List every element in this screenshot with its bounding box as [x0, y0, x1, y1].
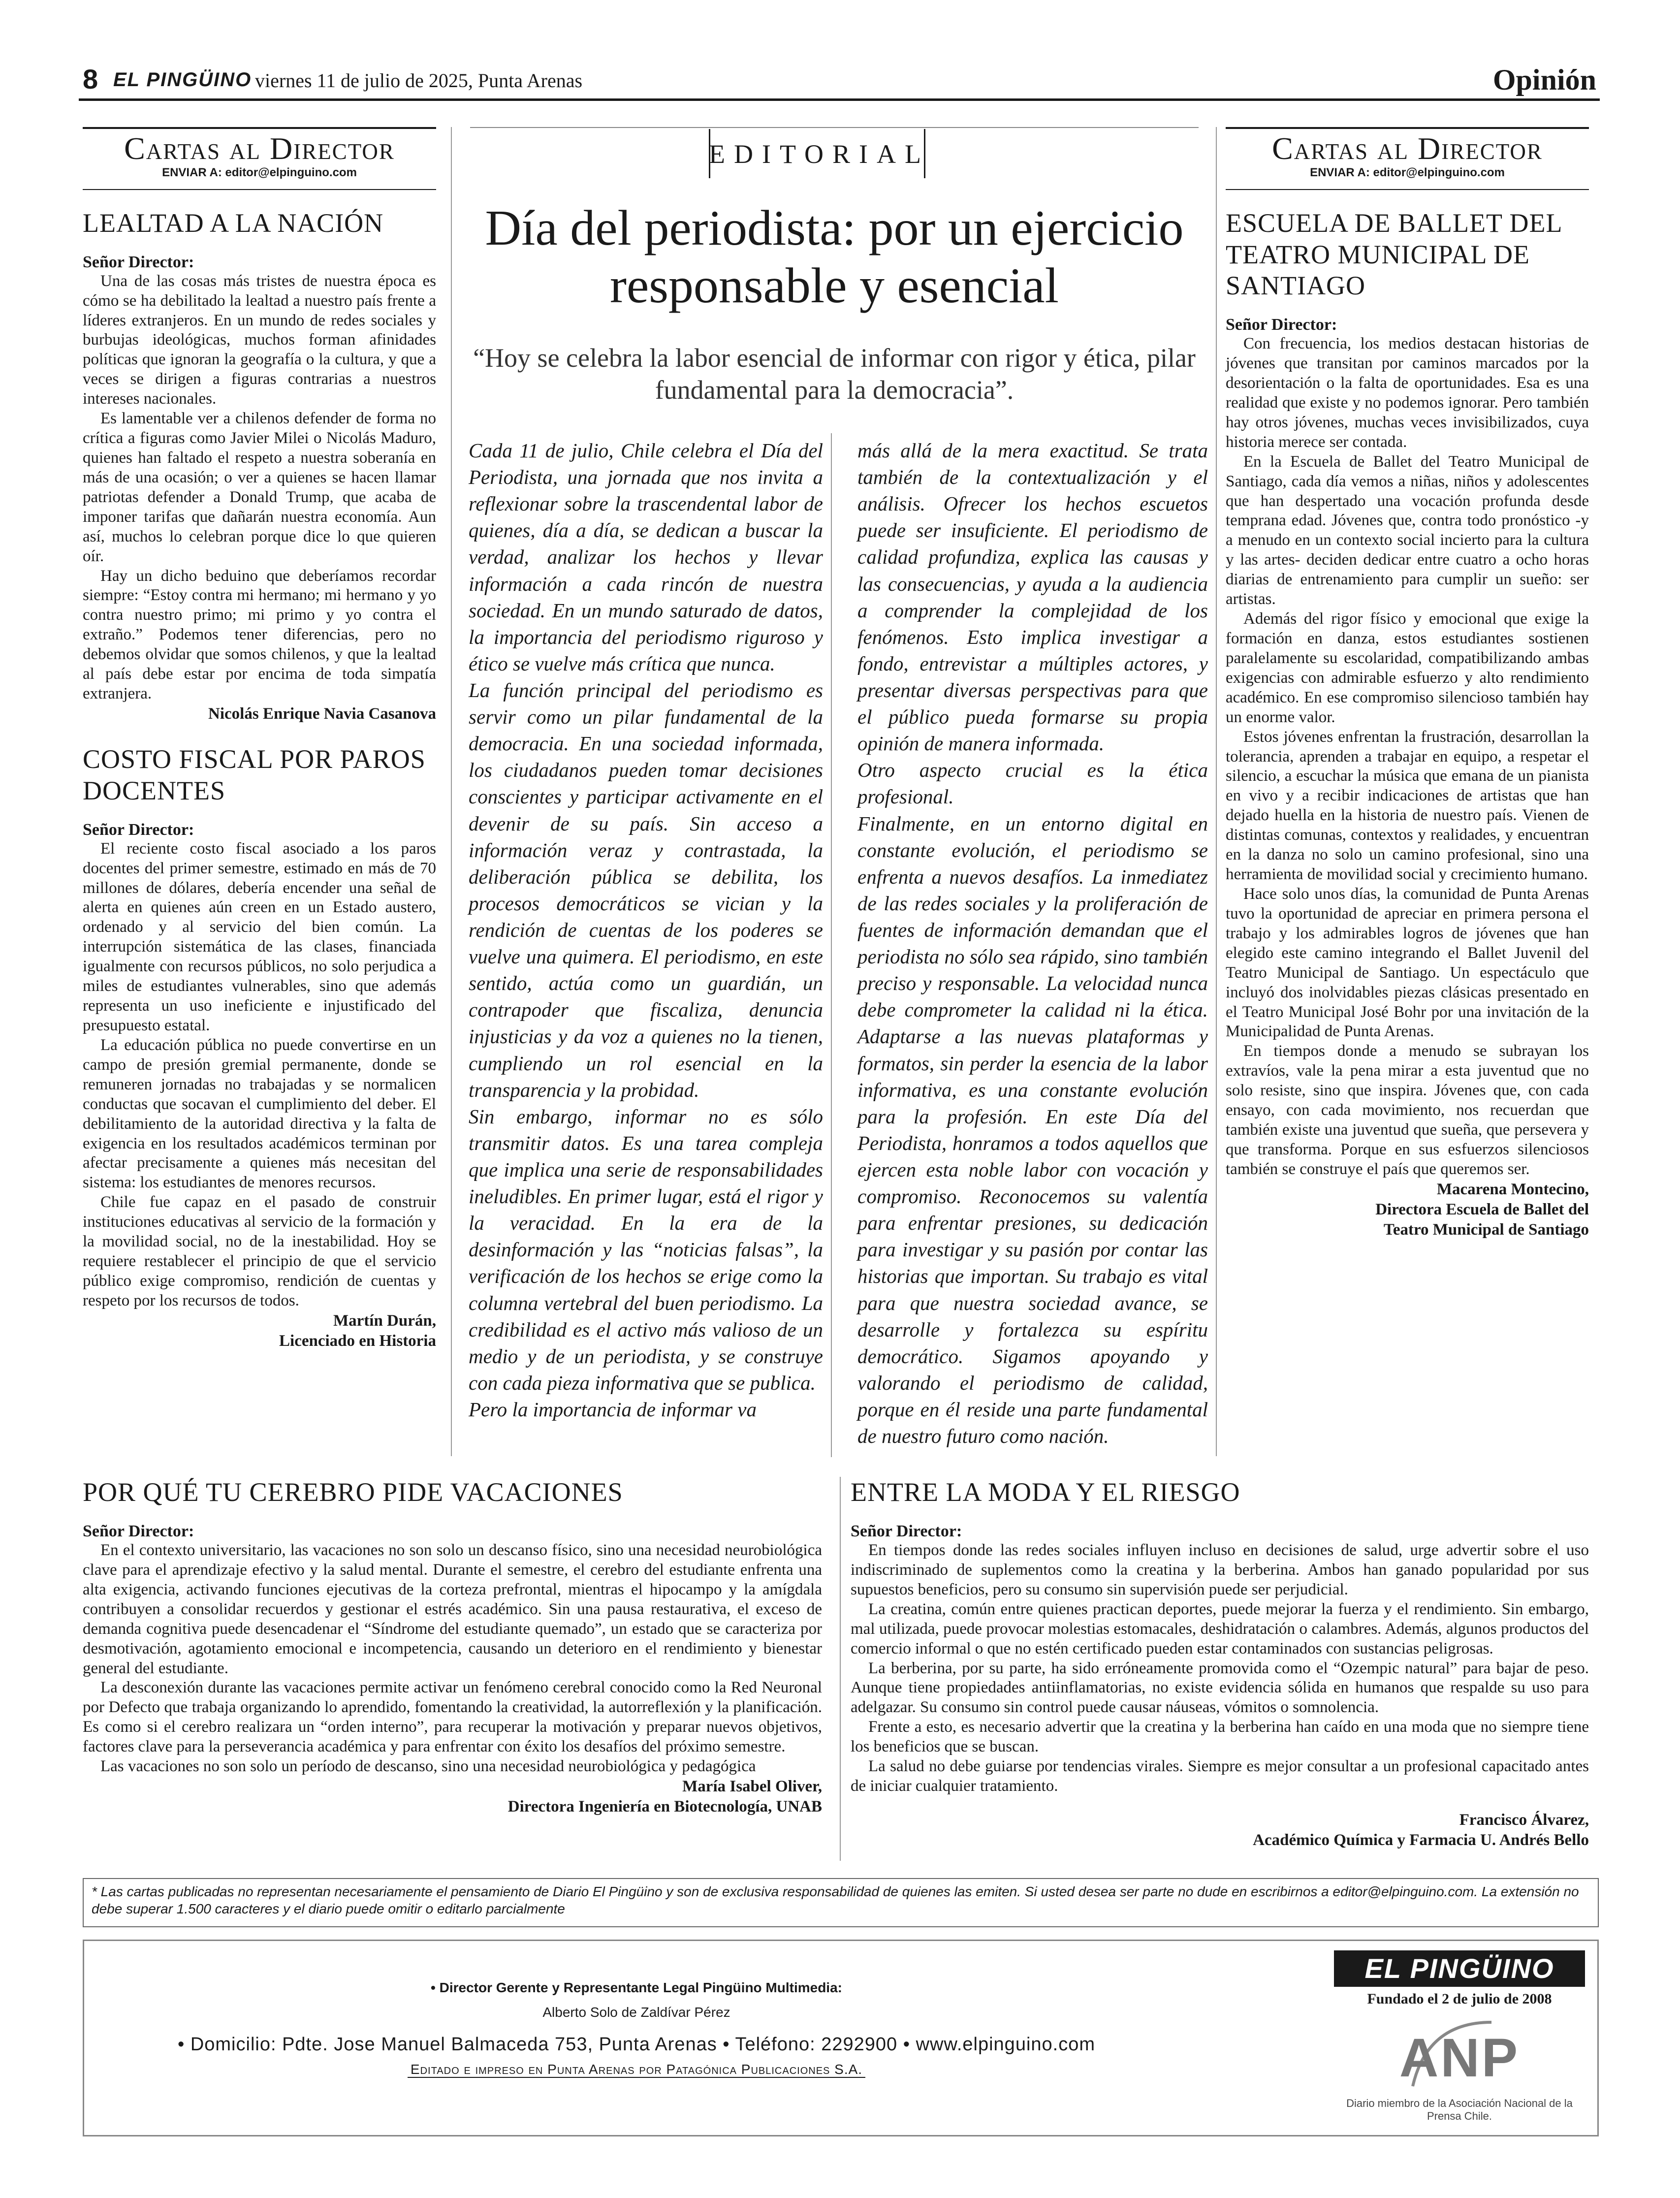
letter-paragraph: En tiempos donde las redes sociales influyen incluso en decisiones de salud, urge advertir sobre el uso indiscriminado de suplementos como la creatina y la berberina. Ambos han ganado popularidad por sus supuestos beneficios, pero su consumo sin supervisión puede ser perjudicial. — [851, 1541, 1589, 1598]
letters-header-right — [1226, 127, 1589, 190]
letter-title: ENTRE LA MODA Y EL RIESGO — [851, 1477, 1240, 1507]
letter-signature — [83, 1311, 436, 1352]
letter-paragraph: La salud no debe guiarse por tendencias virales. Siempre es mejor consultar a un profesional capacitado antes de iniciar cualquier tratamiento. — [851, 1757, 1589, 1795]
letter-salutation: Señor Director: — [851, 1522, 962, 1540]
letter-paragraph: Con frecuencia, los medios destacan historias de jóvenes que transitan por caminos marcados por la desorientación o la falta de oportunidades. Esa es una realidad que existe y no podemos ignorar. Pero también hay otros jóvenes, muchas veces invisibilizados, cuya historia merece ser contada. — [1226, 335, 1589, 451]
signature-line: María Isabel Oliver, — [682, 1778, 822, 1796]
right-letters-column — [1226, 127, 1589, 1241]
masthead-logo: EL PINGÜINO — [113, 69, 252, 91]
editorial-paragraph: Pero la importancia de informar va — [469, 1398, 757, 1421]
letter-paragraph: Estos jóvenes enfrentan la frustración, desarrollan la tolerancia, aprenden a trabajar en equipo, a respetar el silencio, a escuchar la música que emana de un pianista en vivo y a recibir indicaciones de artistas que han dejado huella en la historia de nuestro país. Vienen de distintas comunas, contextos y realidades, y encuentran en la danza no solo un camino profesional, sino una herramienta de movilidad social y crecimiento humano. — [1226, 728, 1589, 884]
section-title: Opinión — [1492, 64, 1596, 96]
editorial-column-1 — [469, 437, 823, 1423]
letters-disclaimer: * Las cartas publicadas no representan necesariamente el pensamiento de Diario El Pingüino y son de exclusiva responsabilidad de quienes las emiten. Si usted desea ser parte no dude en escribirnos a editor@elpinguino.com. La extensión no debe superar 1.500 caracteres y el diario puede omitir o editarlo parcialmente — [83, 1878, 1599, 1927]
letter-title: POR QUÉ TU CEREBRO PIDE VACACIONES — [83, 1477, 623, 1507]
footer-address: • Domicilio: Pdte. Jose Manuel Balmaceda 753, Punta Arenas • Teléfono: 2292900 • www.elpinguino.com — [177, 2034, 1096, 2055]
letter-paragraph: Hay un dicho beduino que deberíamos recordar siempre: “Estoy contra mi hermano; mi hermano y yo contra nuestro primo; mi primo y yo contra el extraño.” Podemos tener diferencias, pero no debemos olvidar que somos chilenos, y que la lealtad al país debe estar por encima de toda simpatía extranjera. — [83, 567, 436, 703]
letter-paragraph: Además del rigor físico y emocional que exige la formación en danza, estos estudiantes sostienen paralelamente su escolaridad, compatibilizando ambas exigencias con admirable esfuerzo y alto rendimiento académico. En ese compromiso silencioso también hay un enorme valor. — [1226, 610, 1589, 726]
editorial-top-rule — [470, 127, 1199, 128]
bottom-left-letter — [83, 1477, 822, 1817]
anp-logo — [1398, 2012, 1521, 2091]
letter-salutation: Señor Director: — [1226, 316, 1337, 334]
letter-body — [851, 1541, 1589, 1796]
letter-body — [83, 272, 436, 704]
letter-salutation: Señor Director: — [83, 253, 194, 271]
letter-body — [83, 1541, 822, 1777]
signature-line: Teatro Municipal de Santiago — [1383, 1221, 1589, 1239]
footer-founded: Fundado el 2 de julio de 2008 — [1367, 1991, 1552, 2007]
editorial-paragraph: más allá de la mera exactitud. Se trata también de la contextualización y el análisis. Ofrecer los hechos escuetos puede ser insuficiente. El periodismo de calidad profundiza, explica las causas y las consecuencias, y ayuda a la audiencia a comprender la complejidad de los fenómenos. Esto implica investigar a fondo, entrevistar a múltiples actores, y presentar diversas perspectivas para que el público pueda formarse su propia opinión de manera informada. — [857, 439, 1208, 755]
letter-paragraph: La educación pública no puede convertirse en un campo de presión gremial permanente, donde se remuneren jornadas no trabajadas y se normalicen conductas que socavan el cumplimiento del deber. El debilitamiento de la autoridad directiva y la falta de exigencia en los resultados académicos terminan por afectar precisamente a quienes más necesitan del sistema: los estudiantes de menores recursos. — [83, 1036, 436, 1192]
letter-signature — [851, 1810, 1589, 1851]
signature-line: Nicolás Enrique Navia Casanova — [208, 705, 436, 723]
editorial-paragraph: Otro aspecto crucial es la ética profesional. — [857, 759, 1208, 808]
letter-body — [83, 839, 436, 1311]
bottom-right-letter — [851, 1477, 1589, 1850]
letters-header-email: ENVIAR A: editor@elpinguino.com — [162, 166, 357, 180]
signature-line: Licenciado en Historia — [279, 1332, 436, 1350]
signature-line: Macarena Montecino, — [1436, 1180, 1589, 1198]
signature-line: Francisco Álvarez, — [1459, 1811, 1589, 1829]
footer-director-role: • Director Gerente y Representante Legal Pingüino Multimedia: — [431, 1980, 842, 1995]
column-divider — [451, 127, 452, 1456]
header-date: viernes 11 de julio de 2025, Punta Arenas — [255, 69, 583, 92]
footer-printed-by — [83, 2062, 1190, 2077]
letters-header-title: Cartas al Director — [1272, 131, 1543, 166]
letter-paragraph: Una de las cosas más tristes de nuestra época es cómo se ha debilitado la lealtad a nuestro país frente a líderes extranjeros. En un mundo de redes sociales y burbujas ideológicas, muchos forman afinidades políticas que ignoran la geografía o la cultura, y que a veces se dirigen a figuras contrarias a nuestros intereses nacionales. — [83, 272, 436, 408]
letters-header-title: Cartas al Director — [124, 131, 395, 166]
letter-salutation: Señor Director: — [83, 1522, 194, 1540]
footer-logo: EL PINGÜINO — [1334, 1950, 1585, 1987]
letter-signature — [1226, 1179, 1589, 1241]
page-number: 8 — [83, 64, 98, 95]
letter-title: ESCUELA DE BALLET DEL TEATRO MUNICIPAL DE SANTIAGO — [1226, 208, 1562, 301]
editorial-paragraph: Finalmente, en un entorno digital en constante evolución, el periodismo se enfrenta a nuevos desafíos. La inmediatez de las redes sociales y la proliferación de fuentes de información demandan que el periodista no sólo sea rápido, sino también preciso y responsable. La velocidad nunca debe comprometer la calidad ni la ética. Adaptarse a las nuevas plataformas y formatos, sin perder la esencia de la labor informativa, es una constante evolución para la profesión. En este Día del Periodista, honramos a todos aquellos que ejercen esta noble labor con vocación y compromiso. Reconocemos su valentía para enfrentar presiones, su dedicación para investigar y su pasión por contar las historias que importan. Su trabajo es vital para que nuestra sociedad avance, se desarrolle y fortalezca su espíritu democrático. Sigamos apoyando y valorando el periodismo de calidad, porque en él reside una parte fundamental de nuestro futuro como nación. — [857, 812, 1208, 1448]
header-rule — [79, 98, 1600, 101]
editorial-tag: EDITORIAL — [709, 139, 930, 169]
letter-title: LEALTAD A LA NACIÓN — [83, 208, 384, 238]
letter-signature — [83, 704, 436, 724]
editorial-paragraph: Sin embargo, informar no es sólo transmitir datos. Es una tarea compleja que implica una serie de responsabilidades ineludibles. En primer lugar, está el rigor y la veracidad. En la era de la desinformación y las “noticias falsas”, la verificación de los hechos se erige como la columna vertebral del buen periodismo. La credibilidad es el activo más valioso de un medio y de un periodista, y se construye con cada pieza informativa que se publica. — [469, 1105, 823, 1394]
letters-header-left — [83, 127, 436, 190]
letter-paragraph: Es lamentable ver a chilenos defender de forma no crítica a figuras como Javier Milei o Nicolás Maduro, quienes han faltado el respeto a nuestra soberanía en más de una ocasión; o ver a quienes se hacen llamar patriotas defender a Donald Trump, que acaba de imponer tarifas que dañarán nuestra economía. Aun así, muchos lo celebran porque dice lo que quieren oír. — [83, 410, 436, 565]
signature-line: Martín Durán, — [333, 1311, 436, 1330]
editorial-column-2 — [857, 437, 1208, 1449]
letter-paragraph: El reciente costo fiscal asociado a los paros docentes del primer semestre, estimado en más de 70 millones de dólares, debería encender una señal de alerta en quienes aún creen en un Estado austero, ordenado y al servicio del bien común. La interrupción sistemática de las clases, financiada igualmente con recursos públicos, no solo perjudica a miles de estudiantes vulnerables, sino que además representa un uso ineficiente e injustificado del presupuesto estatal. — [83, 839, 436, 1034]
left-letters-column — [83, 127, 436, 1351]
letter-body — [1226, 334, 1589, 1179]
footer-director-name: Alberto Solo de Zaldívar Pérez — [542, 2005, 730, 2020]
letter-paragraph: La desconexión durante las vacaciones permite activar un fenómeno cerebral conocido como la Red Neuronal por Defecto que trabaja organizando lo aprendido, fomentando la creatividad, la autorreflexión y la planificación. Es como si el cerebro realizara un “orden interno”, para recuperar la motivación y preparar nuevos objetivos, factores clave para la perseverancia académica y para enfrentar con éxito los desafíos del próximo semestre. — [83, 1679, 822, 1756]
editorial-headline: Día del periodista: por un ejercicio responsable y esencial — [485, 200, 1184, 314]
footer-printed-text: Editado e impreso en Punta Arenas por Patagónica Publicaciones S.A. — [408, 2062, 865, 2078]
letter-signature — [83, 1777, 822, 1817]
letter-title: COSTO FISCAL POR PAROS DOCENTES — [83, 744, 426, 805]
anp-member-text: Diario miembro de la Asociación Nacional de la Prensa Chile. — [1346, 2097, 1573, 2123]
anp-logo-text: ANP — [1399, 2028, 1520, 2088]
letter-paragraph: Las vacaciones no son solo un período de descanso, sino una necesidad neurobiológica y pedagógica — [100, 1757, 756, 1776]
column-divider — [1216, 127, 1217, 1456]
column-divider — [840, 1477, 841, 1861]
signature-line: Académico Química y Farmacia U. Andrés Bello — [1253, 1831, 1589, 1849]
editorial-paragraph: La función principal del periodismo es servir como un pilar fundamental de la democracia. En una sociedad informada, los ciudadanos pueden tomar decisiones conscientes y participar activamente en el devenir de su país. Sin acceso a información veraz y contrastada, la deliberación pública se debilita, los procesos democráticos se vician y la rendición de cuentas de los poderes se vuelve una quimera. El periodismo, en este sentido, actúa como un guardián, un contrapoder que fiscaliza, denuncia injusticias y da voz a quienes no la tienen, cumpliendo un rol esencial en la transparencia y la probidad. — [469, 678, 823, 1101]
letter-paragraph: Hace solo unos días, la comunidad de Punta Arenas tuvo la oportunidad de apreciar en primera persona el trabajo y los admirables logros de jóvenes que han elegido este camino integrando el Ballet Juvenil del Teatro Municipal de Santiago. Un espectáculo que incluyó dos inolvidables piezas clásicas presentado en el Teatro Municipal José Bohr por una invitación de la Municipalidad de Punta Arenas. — [1226, 885, 1589, 1041]
signature-line: Directora Escuela de Ballet del — [1375, 1201, 1589, 1219]
letter-paragraph: En tiempos donde a menudo se subrayan los extravíos, vale la pena mirar a esta juventud que no solo resiste, sino que inspira. Jóvenes que, con cada ensayo, con cada movimiento, nos recuerdan que también existe una juventud que sueña, que persevera y que transforma. Porque en sus esfuerzos silenciosos también se construye el país que queremos ser. — [1226, 1042, 1589, 1178]
letter-paragraph: La berberina, por su parte, ha sido erróneamente promovida como el “Ozempic natural” para bajar de peso. Aunque tiene propiedades antiinflamatorias, no existe evidencia sólida en humanos que respalde su uso para adelgazar. Su consumo sin control puede causar náuseas, vómitos o somnolencia. — [851, 1659, 1589, 1717]
letter-paragraph: Chile fue capaz en el pasado de construir instituciones educativas al servicio de la formación y la movilidad social, no de la inestabilidad. Hoy se requiere restablecer el principio de que el servicio público exige compromiso, rendición de cuentas y respeto por los recursos de todos. — [83, 1193, 436, 1309]
letters-header-email: ENVIAR A: editor@elpinguino.com — [1310, 166, 1505, 180]
letter-salutation: Señor Director: — [83, 820, 194, 839]
editorial-column-divider — [831, 433, 832, 1457]
letter-paragraph: En el contexto universitario, las vacaciones no son solo un descanso físico, sino una necesidad neurobiológica clave para el aprendizaje efectivo y la salud mental. Durante el semestre, el cerebro del estudiante enfrenta una alta exigencia, activando funciones ejecutivas de la corteza prefrontal, mientras el hipocampo y la amígdala contribuyen a consolidar recuerdos y gestionar el estrés académico. Sin una pausa restaurativa, el exceso de demanda cognitiva puede desencadenar el “Síndrome del estudiante quemado”, un estado que se caracteriza por desmotivación, agotamiento emocional e incompetencia, causando un deterioro en el rendimiento y bienestar general del estudiante. — [83, 1541, 822, 1677]
letter-paragraph: La creatina, común entre quienes practican deportes, puede mejorar la fuerza y el rendimiento. Sin embargo, mal utilizada, puede provocar molestias estomacales, deshidratación o calambres. Además, algunos productos del comercio informal o que no estén certificado pueden estar contaminados con sustancias peligrosas. — [851, 1600, 1589, 1657]
letter-paragraph: En la Escuela de Ballet del Teatro Municipal de Santiago, cada día vemos a niñas, niños y adolescentes que han despertado una vocación profunda desde temprana edad. Jóvenes que, contra todo pronóstico -y a menudo en un contexto social incierto para la cultura y las artes- deciden dedicar entre cuatro a ocho horas diarias de entrenamiento para cumplir un sueño: ser artistas. — [1226, 452, 1589, 608]
editorial-subtitle: “Hoy se celebra la labor esencial de informar con rigor y ética, pilar fundamental para la democracia”. — [473, 343, 1196, 405]
letter-paragraph: Frente a esto, es necesario advertir que la creatina y la berberina han caído en una moda que no siempre tiene los beneficios que se buscan. — [851, 1718, 1589, 1756]
editorial-paragraph: Cada 11 de julio, Chile celebra el Día del Periodista, una jornada que nos invita a reflexionar sobre la trascendental labor de quienes, día a día, se dedican a buscar la verdad, analizar los hechos y llevar información a cada rincón de nuestra sociedad. En un mundo saturado de datos, la importancia del periodismo riguroso y ético se vuelve más crítica que nunca. — [469, 439, 823, 675]
signature-line: Directora Ingeniería en Biotecnología, UNAB — [507, 1798, 822, 1816]
